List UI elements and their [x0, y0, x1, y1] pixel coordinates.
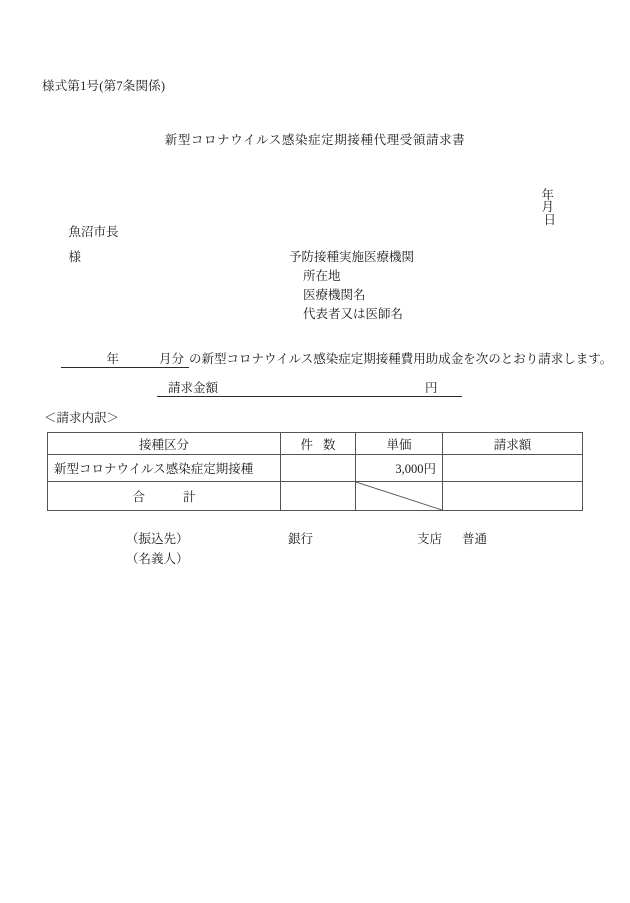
claim-statement	[48, 340, 612, 381]
claim-amount-row[interactable]	[157, 378, 462, 397]
addressee	[56, 213, 119, 276]
cell-unit-price: 3,000円	[356, 455, 443, 482]
column-header-tanka: 単価	[356, 433, 443, 455]
cell-total-amount[interactable]	[443, 482, 583, 511]
bank-transfer-block	[126, 529, 526, 569]
bank-transfer-label: （振込先）	[126, 532, 189, 546]
claim-year-label: 年	[106, 351, 120, 366]
cell-unit-price-struck	[356, 482, 443, 511]
column-header-kubun: 接種区分	[48, 433, 281, 455]
claim-month-label: 月分	[159, 351, 185, 366]
column-header-gaku: 請求額	[443, 433, 583, 455]
institution-name-label: 医療機関名	[303, 288, 366, 302]
cell-total-count[interactable]	[281, 482, 356, 511]
claim-amount-unit: 円	[425, 381, 438, 395]
bank-transfer-row	[126, 529, 526, 549]
table-header-row	[48, 433, 583, 455]
table-row	[48, 455, 583, 482]
date-year-label: 年	[541, 187, 554, 202]
table-total-row	[48, 482, 583, 511]
bank-holder-label: （名義人）	[126, 552, 189, 566]
institution-address-label: 所在地	[303, 269, 341, 283]
claim-statement-text: の新型コロナウイルス感染症定期接種費用助成金を次のとおり請求します。	[189, 351, 613, 366]
institution-rep-label: 代表者又は医師名	[303, 307, 404, 321]
claim-breakdown-table	[47, 432, 583, 511]
page-title: 新型コロナウイルス感染症定期接種代理受領請求書	[164, 133, 466, 147]
date-month-label: 月	[541, 200, 554, 214]
bank-name-label: 銀行	[288, 532, 314, 546]
claim-amount-label: 請求金額	[168, 381, 219, 395]
addressee-honorific: 様	[68, 249, 82, 264]
form-number: 様式第1号(第7条関係)	[42, 79, 166, 93]
date-day-label: 日	[543, 212, 556, 227]
breakdown-heading: ＜請求内訳＞	[44, 411, 120, 425]
claim-period-field[interactable]	[61, 353, 190, 369]
institution-block	[289, 248, 414, 324]
cell-vaccination-type: 新型コロナウイルス感染症定期接種	[48, 455, 281, 482]
bank-account-type: 普通	[462, 532, 488, 546]
bank-holder-row	[126, 549, 526, 569]
cell-count[interactable]	[281, 455, 356, 482]
addressee-recipient: 魚沼市長	[68, 224, 119, 239]
institution-heading: 予防接種実施医療機関	[289, 250, 415, 264]
cell-claim-amount[interactable]	[443, 455, 583, 482]
cell-total-label: 合 計	[48, 482, 281, 511]
bank-branch-label: 支店	[417, 532, 443, 546]
column-header-kensu: 件 数	[281, 433, 356, 455]
